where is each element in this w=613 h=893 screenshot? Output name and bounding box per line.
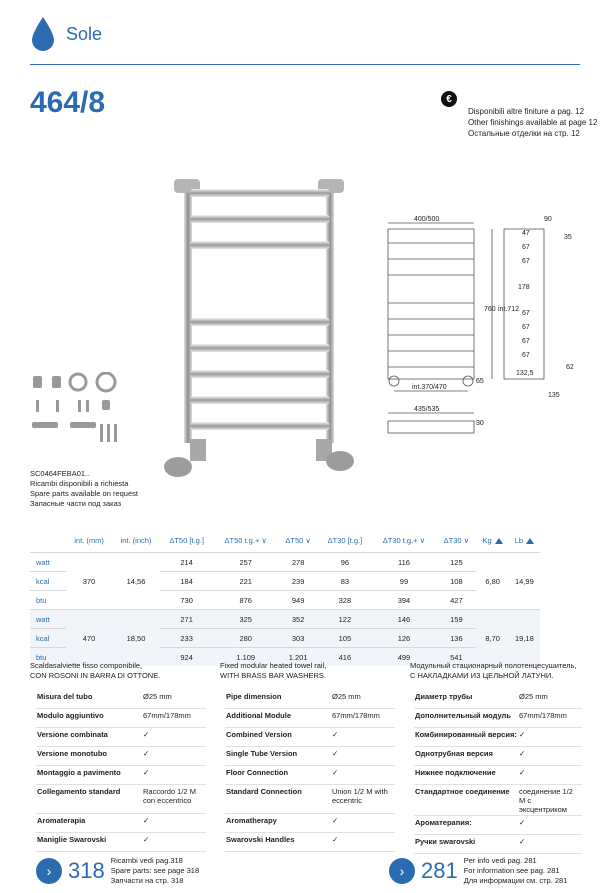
footer-spare-parts-link[interactable] [36, 856, 199, 886]
table-row: Swarovski Handles ✓ [225, 833, 395, 852]
spare-parts-image [30, 372, 120, 460]
page-reference-text: Per info vedi pag. 281 For information see pag. 281 Для информации см. стр. 281 [463, 856, 568, 885]
svg-text:132,5: 132,5 [516, 370, 534, 377]
svg-text:47: 47 [522, 230, 530, 237]
page-reference: 318 [68, 858, 105, 883]
svg-text:135: 135 [548, 392, 560, 399]
technical-drawing [384, 213, 580, 448]
weight-icon [495, 538, 503, 544]
table-row: Комбинированный версия: ✓ [414, 728, 582, 747]
spare-parts-note: SC0464FEBA01.. Ricambi disponibili a richiesta Spare parts available on request Запасные части под заказ [30, 469, 138, 508]
description-ru: Модульный стационарный полотенцесушитель, С НАКЛАДКАМИ ИЗ ЦЕЛЬНОЙ ЛАТУНИ. [410, 661, 577, 680]
svg-text:62: 62 [566, 364, 574, 371]
finishes-note: Disponibili altre finiture a pag. 12 Other finishings available at page 12 Остальные отделки на стр. 12 [468, 107, 598, 138]
svg-text:760: 760 [484, 306, 496, 313]
svg-text:178: 178 [518, 284, 530, 291]
table-row: watt 370 14,56 214 257 278 96 116 125 6,80 14,99 [30, 553, 540, 572]
page-reference-text: Ricambi vedi pag.318 Spare parts: see page 318 Запчасти на стр. 318 [110, 856, 200, 885]
description-it: Scaldasalviette fisso componibile, CON ROSONI IN BARRA DI OTTONE. [30, 661, 161, 680]
svg-text:67: 67 [522, 324, 530, 331]
model-number: 464/8 [30, 86, 106, 119]
product-image [160, 175, 360, 480]
table-row: Ароматерапия: ✓ [414, 816, 582, 835]
table-row: Ручки swarovski ✓ [414, 835, 582, 854]
svg-text:67: 67 [522, 244, 530, 251]
features-it [36, 690, 206, 852]
brand [30, 14, 102, 54]
table-row: Montaggio a pavimento ✓ [36, 766, 206, 785]
page-reference: 281 [421, 858, 458, 883]
dim-depth: 90 [544, 216, 552, 223]
svg-text:67: 67 [522, 310, 530, 317]
table-row: btu 730 876 949 328 394 427 [30, 591, 540, 610]
euro-icon: € [441, 91, 457, 107]
svg-text:65: 65 [476, 378, 484, 385]
footer-info-link[interactable] [389, 856, 567, 886]
table-row: Misura del tubo Ø25 mm [36, 690, 206, 709]
svg-text:35: 35 [564, 234, 572, 241]
chevron-right-icon: › [36, 858, 62, 884]
table-row: kcal 233 280 303 105 126 136 [30, 629, 540, 648]
table-row: Combined Version ✓ [225, 728, 395, 747]
table-row: Versione combinata ✓ [36, 728, 206, 747]
table-row: Pipe dimension Ø25 mm [225, 690, 395, 709]
svg-text:67: 67 [522, 352, 530, 359]
svg-text:435/535: 435/535 [414, 406, 440, 413]
features-ru [414, 690, 582, 854]
brand-name: Sole [66, 23, 103, 44]
table-row: Aromaterapia ✓ [36, 814, 206, 833]
svg-text:67: 67 [522, 338, 530, 345]
svg-text:30: 30 [476, 420, 484, 427]
performance-table: int. (mm) int. (inch) ΔT50 [t.g.] ΔT50 t.g.+ ∨ ΔT50 ∨ ΔT30 [t.g.] ΔT30 t.g.+ ∨ ΔT30 ∨ Kg Lb watt 370 14,56 214 257 278 96 116 125 6,80 14,99 kcal 184 221 239 83 99 108 btu 730 876 949 328 394 427 watt 470 18,50 271 325 352 122 146 159 8,70 19,18 kcal 233 280 303 105 126 136 btu 924 1.109 1.201 416 499 541 [30, 528, 540, 666]
table-row: Additional Module 67mm/178mm [225, 709, 395, 728]
dim-width: 400/500 [414, 216, 440, 223]
table-row: Однотрубная версия ✓ [414, 747, 582, 766]
table-row: Versione monotubo ✓ [36, 747, 206, 766]
table-row: kcal 184 221 239 83 99 108 [30, 572, 540, 591]
table-row: Диаметр трубы Ø25 mm [414, 690, 582, 709]
table-row: Maniglie Swarovski ✓ [36, 833, 206, 852]
header-divider [30, 64, 580, 65]
water-drop-icon [30, 16, 56, 52]
features-en [225, 690, 395, 852]
table-row: Modulo aggiuntivo 67mm/178mm [36, 709, 206, 728]
description-en: Fixed modular heated towel rail, WITH BRASS BAR WASHERS. [220, 661, 327, 680]
table-row: Single Tube Version ✓ [225, 747, 395, 766]
svg-text:67: 67 [522, 258, 530, 265]
chevron-right-icon: › [389, 858, 415, 884]
svg-text:int.370/470: int.370/470 [412, 384, 447, 391]
table-row: watt 470 18,50 271 325 352 122 146 159 8,70 19,18 [30, 610, 540, 629]
table-row: Нижнее подключение ✓ [414, 766, 582, 785]
table-row: btu 924 1.109 1.201 416 499 541 [30, 648, 540, 667]
table-row: Дополнительный модуль 67mm/178mm [414, 709, 582, 728]
svg-text:int.712: int.712 [498, 306, 520, 313]
table-row: Collegamento standard Raccordo 1/2 M con eccentrico [36, 785, 206, 814]
table-row: Floor Connection ✓ [225, 766, 395, 785]
table-row: Стандартное соединение соединение 1/2 M с эксцентриком [414, 785, 582, 816]
table-row: Standard Connection Union 1/2 M with eccentric [225, 785, 395, 814]
table-row: Aromatherapy ✓ [225, 814, 395, 833]
weight-icon [526, 538, 534, 544]
